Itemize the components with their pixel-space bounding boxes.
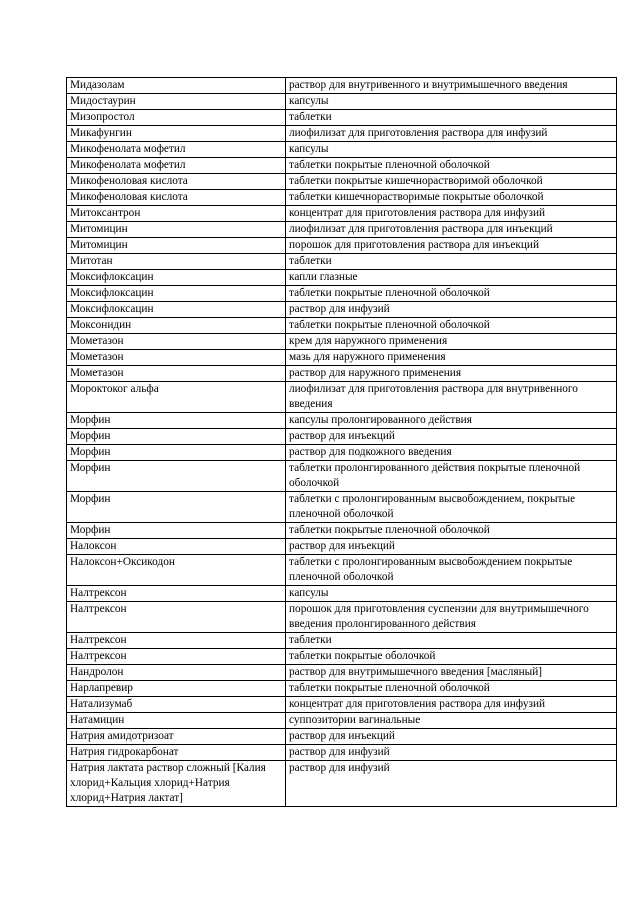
table-row — [67, 555, 617, 586]
drug-name-cell: Натализумаб — [67, 697, 286, 713]
drug-name-cell: Морфин — [67, 413, 286, 429]
drug-name-cell: Морфин — [67, 461, 286, 492]
drug-name-cell: Митотан — [67, 254, 286, 270]
drug-name-cell: Мометазон — [67, 350, 286, 366]
drug-name-cell: Мометазон — [67, 334, 286, 350]
table-row — [67, 190, 617, 206]
table-row — [67, 110, 617, 126]
dosage-form-cell: таблетки пролонгированного действия покрытые пленочной оболочкой — [286, 461, 617, 492]
table-row — [67, 174, 617, 190]
table-row — [67, 142, 617, 158]
table-row — [67, 222, 617, 238]
drug-name-cell: Натрия гидрокарбонат — [67, 745, 286, 761]
drug-name-cell: Морфин — [67, 492, 286, 523]
dosage-form-cell: капсулы — [286, 586, 617, 602]
dosage-form-cell: таблетки покрытые оболочкой — [286, 649, 617, 665]
table-row — [67, 206, 617, 222]
drug-name-cell: Налтрексон — [67, 633, 286, 649]
drug-table-body — [67, 78, 617, 807]
drug-name-cell: Митоксантрон — [67, 206, 286, 222]
dosage-form-cell: таблетки покрытые пленочной оболочкой — [286, 286, 617, 302]
table-row — [67, 729, 617, 745]
dosage-form-cell: таблетки с пролонгированным высвобождением покрытые пленочной оболочкой — [286, 555, 617, 586]
dosage-form-cell: раствор для внутривенного и внутримышечного введения — [286, 78, 617, 94]
drug-name-cell: Микофеноловая кислота — [67, 190, 286, 206]
drug-name-cell: Налтрексон — [67, 586, 286, 602]
drug-name-cell: Морфин — [67, 523, 286, 539]
table-row — [67, 681, 617, 697]
dosage-form-cell: лиофилизат для приготовления раствора для внутривенного введения — [286, 382, 617, 413]
drug-name-cell: Натрия лактата раствор сложный [Калия хлорид+Кальция хлорид+Натрия хлорид+Натрия лактат] — [67, 761, 286, 807]
drug-name-cell: Нарлапревир — [67, 681, 286, 697]
drug-name-cell: Моксифлоксацин — [67, 302, 286, 318]
dosage-form-cell: раствор для инъекций — [286, 539, 617, 555]
dosage-form-cell: капсулы пролонгированного действия — [286, 413, 617, 429]
table-row — [67, 382, 617, 413]
drug-name-cell: Мизопростол — [67, 110, 286, 126]
table-row — [67, 539, 617, 555]
drug-name-cell: Мидостаурин — [67, 94, 286, 110]
dosage-form-cell: лиофилизат для приготовления раствора для инфузий — [286, 126, 617, 142]
dosage-form-cell: таблетки покрытые пленочной оболочкой — [286, 318, 617, 334]
dosage-form-cell: порошок для приготовления суспензии для внутримышечного введения пролонгированного действия — [286, 602, 617, 633]
drug-name-cell: Мидазолам — [67, 78, 286, 94]
table-row — [67, 665, 617, 681]
dosage-form-cell: раствор для инъекций — [286, 429, 617, 445]
table-row — [67, 697, 617, 713]
dosage-form-cell: раствор для инъекций — [286, 729, 617, 745]
table-row — [67, 586, 617, 602]
dosage-form-cell: лиофилизат для приготовления раствора для инъекций — [286, 222, 617, 238]
table-row — [67, 649, 617, 665]
drug-name-cell: Моксифлоксацин — [67, 270, 286, 286]
table-row — [67, 126, 617, 142]
drug-name-cell: Моксонидин — [67, 318, 286, 334]
drug-name-cell: Моксифлоксацин — [67, 286, 286, 302]
table-row — [67, 238, 617, 254]
dosage-form-cell: таблетки покрытые пленочной оболочкой — [286, 158, 617, 174]
table-row — [67, 523, 617, 539]
dosage-form-cell: мазь для наружного применения — [286, 350, 617, 366]
drug-name-cell: Мометазон — [67, 366, 286, 382]
dosage-form-cell: таблетки покрытые пленочной оболочкой — [286, 523, 617, 539]
drug-name-cell: Микофеноловая кислота — [67, 174, 286, 190]
dosage-form-cell: раствор для внутримышечного введения [масляный] — [286, 665, 617, 681]
dosage-form-cell: таблетки покрытые кишечнорастворимой оболочкой — [286, 174, 617, 190]
table-row — [67, 602, 617, 633]
drug-name-cell: Нандролон — [67, 665, 286, 681]
dosage-form-cell: таблетки — [286, 254, 617, 270]
dosage-form-cell: таблетки покрытые пленочной оболочкой — [286, 681, 617, 697]
dosage-form-cell: раствор для инфузий — [286, 745, 617, 761]
drug-name-cell: Микафунгин — [67, 126, 286, 142]
drug-table — [66, 77, 617, 807]
dosage-form-cell: порошок для приготовления раствора для инъекций — [286, 238, 617, 254]
dosage-form-cell: капли глазные — [286, 270, 617, 286]
drug-name-cell: Морфин — [67, 445, 286, 461]
drug-name-cell: Налоксон — [67, 539, 286, 555]
drug-name-cell: Микофенолата мофетил — [67, 158, 286, 174]
drug-name-cell: Налтрексон — [67, 602, 286, 633]
table-row — [67, 350, 617, 366]
table-row — [67, 761, 617, 807]
table-row — [67, 254, 617, 270]
drug-name-cell: Налтрексон — [67, 649, 286, 665]
table-row — [67, 286, 617, 302]
table-row — [67, 429, 617, 445]
drug-name-cell: Митомицин — [67, 222, 286, 238]
dosage-form-cell: раствор для наружного применения — [286, 366, 617, 382]
table-row — [67, 445, 617, 461]
table-row — [67, 318, 617, 334]
dosage-form-cell: концентрат для приготовления раствора для инфузий — [286, 697, 617, 713]
drug-name-cell: Натамицин — [67, 713, 286, 729]
drug-name-cell: Морфин — [67, 429, 286, 445]
table-row — [67, 78, 617, 94]
table-row — [67, 334, 617, 350]
dosage-form-cell: раствор для подкожного введения — [286, 445, 617, 461]
table-row — [67, 713, 617, 729]
table-row — [67, 492, 617, 523]
dosage-form-cell: концентрат для приготовления раствора для инфузий — [286, 206, 617, 222]
dosage-form-cell: раствор для инфузий — [286, 302, 617, 318]
dosage-form-cell: таблетки — [286, 633, 617, 649]
drug-name-cell: Мороктоког альфа — [67, 382, 286, 413]
dosage-form-cell: капсулы — [286, 94, 617, 110]
table-row — [67, 302, 617, 318]
table-row — [67, 270, 617, 286]
table-row — [67, 366, 617, 382]
table-row — [67, 633, 617, 649]
drug-name-cell: Митомицин — [67, 238, 286, 254]
dosage-form-cell: суппозитории вагинальные — [286, 713, 617, 729]
table-row — [67, 461, 617, 492]
table-row — [67, 158, 617, 174]
dosage-form-cell: капсулы — [286, 142, 617, 158]
dosage-form-cell: таблетки — [286, 110, 617, 126]
table-row — [67, 745, 617, 761]
table-row — [67, 94, 617, 110]
drug-name-cell: Микофенолата мофетил — [67, 142, 286, 158]
drug-name-cell: Натрия амидотризоат — [67, 729, 286, 745]
dosage-form-cell: раствор для инфузий — [286, 761, 617, 807]
table-row — [67, 413, 617, 429]
dosage-form-cell: крем для наружного применения — [286, 334, 617, 350]
drug-name-cell: Налоксон+Оксикодон — [67, 555, 286, 586]
dosage-form-cell: таблетки кишечнорастворимые покрытые оболочкой — [286, 190, 617, 206]
dosage-form-cell: таблетки с пролонгированным высвобождением, покрытые пленочной оболочкой — [286, 492, 617, 523]
